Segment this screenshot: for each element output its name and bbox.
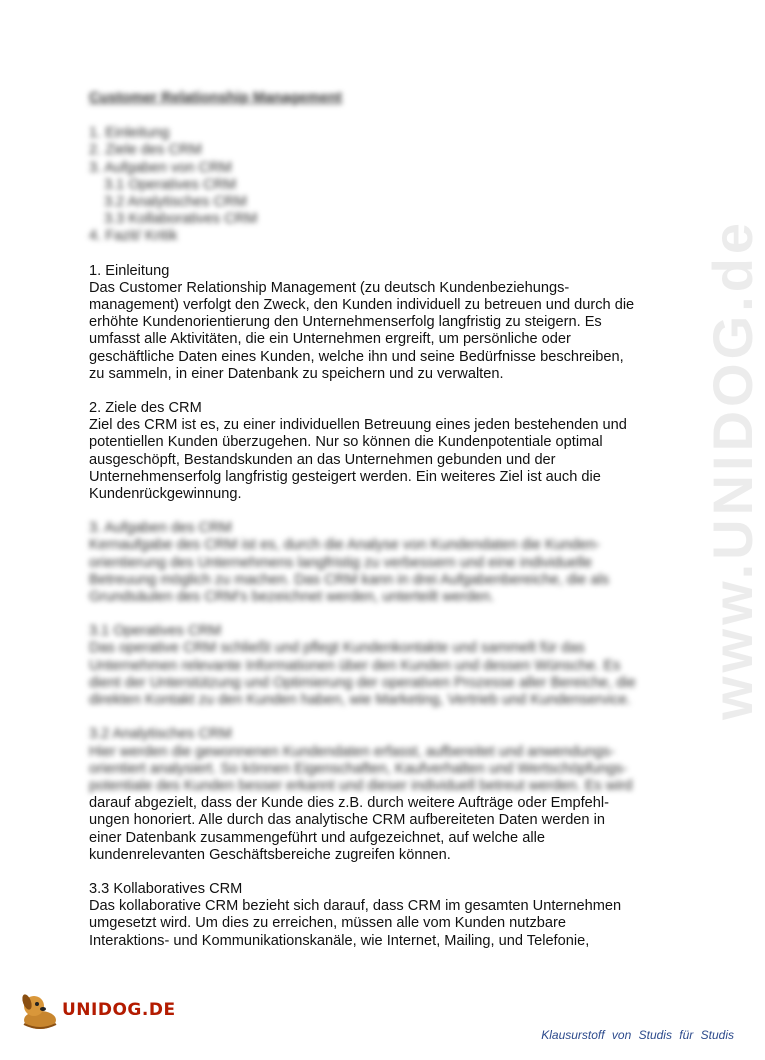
toc-item: 3. Aufgaben von CRM [89,159,232,176]
text-line: Interaktions- und Kommunikationskanäle, wie Internet, Mailing, und Telefonie, [89,932,590,949]
text-line: einer Datenbank zusammengeführt und aufgezeichnet, auf welche alle [89,829,545,846]
text-line: erhöhte Kundenorientierung den Unternehmenserfolg langfristig zu steigern. Es [89,314,602,331]
section-heading: 2. Ziele des CRM [89,400,202,417]
toc-item: 4. Fazit/ Kritik [89,228,178,245]
text-line: Das Customer Relationship Management (zu deutsch Kundenbeziehungs- [89,279,570,296]
document-title: Customer Relationship Management [89,90,342,106]
section-heading: 3.2 Analytisches CRM [89,726,232,743]
text-line: dient der Unterstützung und Optimierung der operativen Prozesse aller Bereiche, die [89,674,636,691]
text-line: potentiale des Kunden besser erkannt und dieser individuell betreut werden. Es wird [89,777,633,794]
text-line: Kernaufgabe des CRM ist es, durch die Analyse von Kundendaten die Kunden- [89,537,601,554]
section-heading: 1. Einleitung [89,262,170,279]
text-line: potentiellen Kunden überzugehen. Nur so können die Kundenpotentiale optimal [89,434,603,451]
document-body [89,90,669,950]
text-line: Ziel des CRM ist es, zu einer individuellen Betreuung eines jeden bestehenden und [89,417,627,434]
toc-item: 2. Ziele des CRM [89,142,202,159]
dog-icon [18,988,62,1032]
text-line: darauf abgezielt, dass der Kunde dies z.B. durch weitere Aufträge oder Empfehl- [89,795,610,812]
text-line: umgesetzt wird. Um dies zu erreichen, müssen alle vom Kunden nutzbare [89,915,566,932]
logo-text: UNIDOG.DE [62,1000,176,1020]
text-line: ausgeschöpft, Bestandskunden an das Unternehmen gebunden und der [89,451,556,468]
section-aufgaben [89,520,669,606]
section-operatives [89,623,669,709]
unidog-logo [18,988,178,1032]
text-line: kundenrelevanten Geschäftsbereiche zugreifen können. [89,846,451,863]
section-einleitung [89,263,669,383]
text-line: management) verfolgt den Zweck, den Kunden individuell zu betreuen und durch die [89,297,635,314]
watermark: www.UNIDOG.de [701,218,764,720]
footer-tagline: Klausurstoff von Studis für Studis [541,1028,734,1042]
text-line: Das kollaborative CRM bezieht sich darauf, dass CRM im gesamten Unternehmen [89,898,622,915]
section-ziele [89,400,669,503]
text-line: Unternehmen relevante Informationen über den Kunden und dessen Wünsche. Es [89,657,621,674]
text-line: Betreuung möglich zu machen. Das CRM kann in drei Aufgabenbereiche, die als [89,571,609,588]
text-line: orientiert analysiert. So können Eigenschaften, Kaufverhalten und Wertschöpfungs- [89,760,628,777]
text-line: geschäftliche Daten eines Kunden, welche ihn und seine Bedürfnisse beschreiben, [89,348,624,365]
text-line: Kundenrückgewinnung. [89,486,242,503]
section-heading: 3. Aufgaben des CRM [89,520,232,537]
table-of-contents [89,125,669,245]
text-line: umfasst alle Aktivitäten, die ein Unternehmen ergreift, um persönliche oder [89,331,571,348]
section-analytisches [89,726,669,864]
section-heading: 3.3 Kollaboratives CRM [89,880,243,897]
section-heading: 3.1 Operatives CRM [89,623,222,640]
toc-item: 3.1 Operatives CRM [104,176,237,193]
toc-item: 1. Einleitung [89,125,170,142]
text-line: Grundsäulen des CRM's bezeichnet werden, unterteilt werden. [89,589,495,606]
toc-item: 3.2 Analytisches CRM [104,194,247,211]
text-line: direkten Kontakt zu den Kunden haben, wie Marketing, Vertrieb und Kundenservice. [89,692,631,709]
toc-item: 3.3 Kollaboratives CRM [104,211,258,228]
text-line: ungen honoriert. Alle durch das analytische CRM aufbereiteten Daten werden in [89,812,605,829]
text-line: Hier werden die gewonnenen Kundendaten erfasst, aufbereitet und anwendungs- [89,743,615,760]
text-line: orientierung des Unternehmens langfristig zu verbessern und eine individuelle [89,554,592,571]
section-kollaboratives [89,881,669,950]
text-line: Das operative CRM schließt und pflegt Kundenkontakte und sammelt für das [89,640,585,657]
blurred-block [89,726,669,795]
text-line: Unternehmenserfolg langfristig gesteigert werden. Ein weiteres Ziel ist auch die [89,468,601,485]
text-line: zu sammeln, in einer Datenbank zu speichern und zu verwalten. [89,365,504,382]
